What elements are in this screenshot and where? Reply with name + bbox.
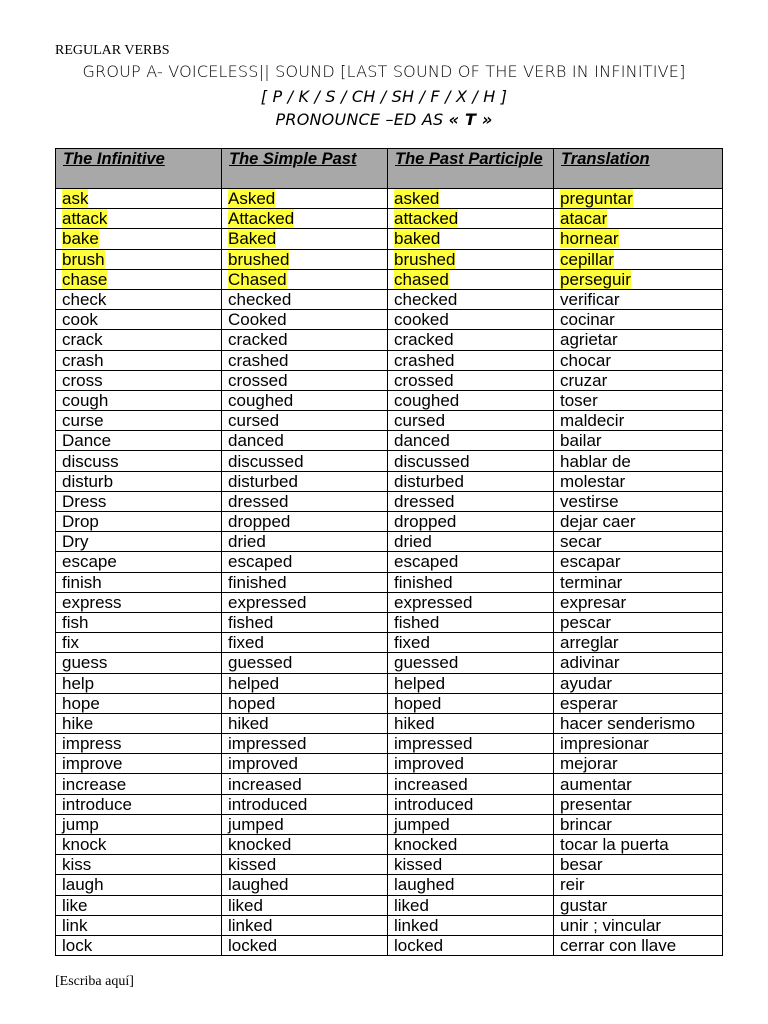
infinitive-cell: cross [56,370,222,390]
table-row [56,370,723,390]
past-participle-cell: linked [388,915,554,935]
table-row [56,532,723,552]
translation-cell: brincar [554,814,723,834]
translation-cell [554,189,723,209]
infinitive-cell: guess [56,653,222,673]
simple-past-cell [222,209,388,229]
highlighted-text: bake [62,229,99,249]
translation-cell: tocar la puerta [554,835,723,855]
past-participle-cell: fished [388,612,554,632]
table-row [56,835,723,855]
simple-past-cell: crossed [222,370,388,390]
infinitive-cell: finish [56,572,222,592]
highlighted-text: baked [394,229,441,249]
simple-past-cell: danced [222,431,388,451]
infinitive-cell [56,189,222,209]
past-participle-cell: knocked [388,835,554,855]
highlighted-text: attacked [394,209,459,229]
infinitive-cell: increase [56,774,222,794]
past-participle-cell: discussed [388,451,554,471]
past-participle-cell [388,209,554,229]
table-row [56,552,723,572]
translation-cell: hacer senderismo [554,713,723,733]
translation-cell: reir [554,875,723,895]
infinitive-cell: Dress [56,491,222,511]
simple-past-cell: checked [222,289,388,309]
past-participle-cell [388,229,554,249]
highlighted-text: atacar [560,209,608,229]
table-row [56,794,723,814]
simple-past-cell: introduced [222,794,388,814]
table-row [56,592,723,612]
translation-cell: chocar [554,350,723,370]
simple-past-cell: expressed [222,592,388,612]
simple-past-cell: finished [222,572,388,592]
past-participle-cell: helped [388,673,554,693]
highlighted-text: ask [62,189,89,209]
infinitive-cell: cough [56,390,222,410]
pronounce-note [0,110,768,129]
translation-cell: cruzar [554,370,723,390]
simple-past-cell: kissed [222,855,388,875]
past-participle-cell: laughed [388,875,554,895]
column-header-past-participle: The Past Participle [388,149,554,189]
simple-past-cell: liked [222,895,388,915]
infinitive-cell: laugh [56,875,222,895]
highlighted-text: cepillar [560,249,614,269]
infinitive-cell: Dry [56,532,222,552]
sound-list: [ P / K / S / CH / SH / F / X / H ] [260,87,508,106]
table-row [56,512,723,532]
past-participle-cell: increased [388,774,554,794]
infinitive-cell: curse [56,411,222,431]
table-row [56,754,723,774]
table-row [56,330,723,350]
translation-cell: gustar [554,895,723,915]
past-participle-cell: escaped [388,552,554,572]
table-row [56,673,723,693]
simple-past-cell: cursed [222,411,388,431]
translation-cell: adivinar [554,653,723,673]
translation-cell: unir ; vincular [554,915,723,935]
past-participle-cell: fixed [388,633,554,653]
simple-past-cell: hiked [222,713,388,733]
past-participle-cell: disturbed [388,471,554,491]
table-body [56,189,723,956]
infinitive-cell: lock [56,935,222,955]
past-participle-cell: crashed [388,350,554,370]
highlighted-text: brushed [394,249,456,269]
infinitive-cell: like [56,895,222,915]
table-row [56,229,723,249]
highlighted-text: perseguir [560,269,631,289]
highlighted-text: brushed [228,249,290,269]
past-participle-cell: cursed [388,411,554,431]
highlighted-text: Chased [228,269,287,289]
table-row [56,895,723,915]
verbs-table [55,148,723,956]
table-row [56,411,723,431]
translation-cell: besar [554,855,723,875]
simple-past-cell: laughed [222,875,388,895]
past-participle-cell: hoped [388,693,554,713]
translation-cell: expresar [554,592,723,612]
table-row [56,269,723,289]
simple-past-cell: fixed [222,633,388,653]
infinitive-cell [56,209,222,229]
infinitive-cell: express [56,592,222,612]
simple-past-cell: dressed [222,491,388,511]
highlighted-text: Baked [228,229,277,249]
simple-past-cell: impressed [222,734,388,754]
past-participle-cell: expressed [388,592,554,612]
infinitive-cell: Drop [56,512,222,532]
pronounce-prefix: PRONOUNCE –ED AS [275,110,449,129]
infinitive-cell: Dance [56,431,222,451]
simple-past-cell: increased [222,774,388,794]
translation-cell: mejorar [554,754,723,774]
highlighted-text: hornear [560,229,619,249]
highlighted-text: Attacked [228,209,295,229]
past-participle-cell: locked [388,935,554,955]
infinitive-cell: impress [56,734,222,754]
simple-past-cell: disturbed [222,471,388,491]
infinitive-cell: fish [56,612,222,632]
past-participle-cell: hiked [388,713,554,733]
infinitive-cell: help [56,673,222,693]
table-row [56,855,723,875]
infinitive-cell: introduce [56,794,222,814]
infinitive-cell [56,269,222,289]
simple-past-cell: hoped [222,693,388,713]
translation-cell: cerrar con llave [554,935,723,955]
translation-cell: escapar [554,552,723,572]
highlighted-text: preguntar [560,189,633,209]
table-row [56,935,723,955]
table-row [56,633,723,653]
table-row [56,713,723,733]
column-header-translation: Translation [554,149,723,189]
translation-cell: esperar [554,693,723,713]
table-row [56,875,723,895]
simple-past-cell [222,229,388,249]
simple-past-cell: Cooked [222,310,388,330]
simple-past-cell: guessed [222,653,388,673]
pronounce-emphasis: « T » [448,110,493,129]
footer-placeholder: [Escriba aquí] [55,974,134,989]
table-row [56,350,723,370]
past-participle-cell: coughed [388,390,554,410]
translation-cell: pescar [554,612,723,632]
simple-past-cell [222,249,388,269]
translation-cell [554,209,723,229]
past-participle-cell: kissed [388,855,554,875]
past-participle-cell: dressed [388,491,554,511]
table-header-row [56,149,723,189]
translation-cell: toser [554,390,723,410]
translation-cell: verificar [554,289,723,309]
simple-past-cell: helped [222,673,388,693]
past-participle-cell: dried [388,532,554,552]
table-row [56,189,723,209]
table-row [56,734,723,754]
simple-past-cell: locked [222,935,388,955]
simple-past-cell: dropped [222,512,388,532]
column-header-simple-past: The Simple Past [222,149,388,189]
past-participle-cell: cooked [388,310,554,330]
table-row [56,249,723,269]
column-header-infinitive: The Infinitive [56,149,222,189]
infinitive-cell: kiss [56,855,222,875]
table-row [56,451,723,471]
infinitive-cell: link [56,915,222,935]
simple-past-cell [222,269,388,289]
highlighted-text: asked [394,189,440,209]
translation-cell: cocinar [554,310,723,330]
translation-cell: arreglar [554,633,723,653]
past-participle-cell [388,189,554,209]
past-participle-cell [388,269,554,289]
infinitive-cell: crack [56,330,222,350]
translation-cell: agrietar [554,330,723,350]
table-row [56,491,723,511]
highlighted-text: chased [394,269,449,289]
table-row [56,390,723,410]
table-row [56,310,723,330]
highlighted-text: brush [62,249,105,269]
past-participle-cell: introduced [388,794,554,814]
translation-cell: molestar [554,471,723,491]
simple-past-cell: coughed [222,390,388,410]
infinitive-cell: check [56,289,222,309]
past-participle-cell: guessed [388,653,554,673]
infinitive-cell: jump [56,814,222,834]
past-participle-cell: improved [388,754,554,774]
infinitive-cell: disturb [56,471,222,491]
simple-past-cell: escaped [222,552,388,572]
past-participle-cell: checked [388,289,554,309]
translation-cell [554,249,723,269]
translation-cell [554,269,723,289]
table-row [56,572,723,592]
past-participle-cell: crossed [388,370,554,390]
table-row [56,471,723,491]
translation-cell: presentar [554,794,723,814]
table-row [56,289,723,309]
infinitive-cell: hope [56,693,222,713]
infinitive-cell: cook [56,310,222,330]
simple-past-cell: cracked [222,330,388,350]
past-participle-cell: dropped [388,512,554,532]
table-row [56,431,723,451]
simple-past-cell: dried [222,532,388,552]
translation-cell: hablar de [554,451,723,471]
infinitive-cell: discuss [56,451,222,471]
translation-cell: secar [554,532,723,552]
translation-cell: maldecir [554,411,723,431]
translation-cell [554,229,723,249]
simple-past-cell: jumped [222,814,388,834]
highlighted-text: Asked [228,189,276,209]
past-participle-cell: impressed [388,734,554,754]
translation-cell: impresionar [554,734,723,754]
infinitive-cell: escape [56,552,222,572]
past-participle-cell: liked [388,895,554,915]
translation-cell: terminar [554,572,723,592]
infinitive-cell: knock [56,835,222,855]
document-label: REGULAR VERBS [55,43,170,58]
infinitive-cell [56,229,222,249]
simple-past-cell: crashed [222,350,388,370]
highlighted-text: chase [62,269,108,289]
past-participle-cell: cracked [388,330,554,350]
past-participle-cell [388,249,554,269]
simple-past-cell: linked [222,915,388,935]
highlighted-text: attack [62,209,108,229]
translation-cell: aumentar [554,774,723,794]
simple-past-cell: improved [222,754,388,774]
infinitive-cell: fix [56,633,222,653]
past-participle-cell: danced [388,431,554,451]
table-row [56,774,723,794]
past-participle-cell: jumped [388,814,554,834]
translation-cell: bailar [554,431,723,451]
past-participle-cell: finished [388,572,554,592]
table-row [56,209,723,229]
infinitive-cell: crash [56,350,222,370]
simple-past-cell: fished [222,612,388,632]
simple-past-cell: knocked [222,835,388,855]
table-row [56,814,723,834]
translation-cell: vestirse [554,491,723,511]
infinitive-cell: hike [56,713,222,733]
table-row [56,915,723,935]
group-heading: GROUP A- VOICELESS|| SOUND [LAST SOUND OF THE VERB IN INFINITIVE] [82,62,686,81]
table-row [56,653,723,673]
simple-past-cell [222,189,388,209]
infinitive-cell [56,249,222,269]
infinitive-cell: improve [56,754,222,774]
simple-past-cell: discussed [222,451,388,471]
translation-cell: ayudar [554,673,723,693]
table-row [56,612,723,632]
table-row [56,693,723,713]
translation-cell: dejar caer [554,512,723,532]
